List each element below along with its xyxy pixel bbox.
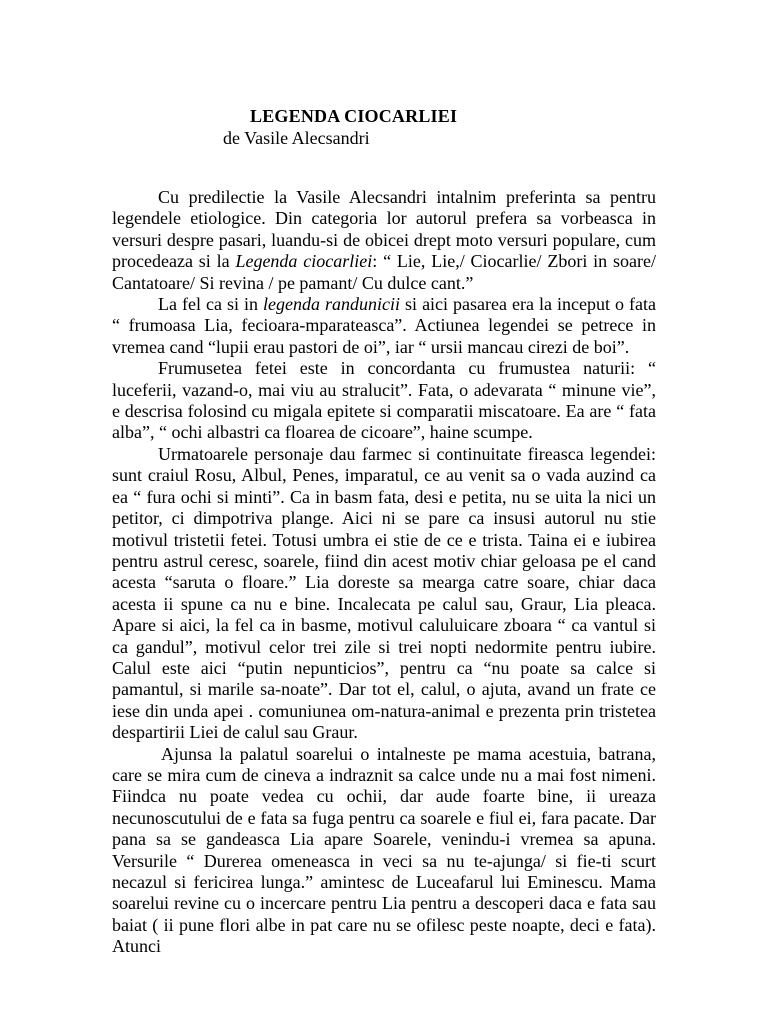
author-line: de Vasile Alecsandri	[223, 128, 370, 148]
paragraph-2-italic-title: legenda randunicii	[263, 294, 401, 315]
paragraph-1-text-a: Cu predilectie la Vasile Alecsandri intalnim preferinta sa pentru legendele etiologice. Din categoria lor autorul prefera sa vorbeasca in versuri despre pasari, luandu-si de obicei drept moto versuri populare, cum procedeaza si la	[112, 187, 656, 272]
paragraph-1-italic-title: Legenda ciocarliei	[235, 251, 373, 272]
paragraph-2-text-a: La fel ca si in	[158, 294, 264, 315]
paragraph-1	[112, 187, 656, 294]
document-title: LEGENDA CIOCARLIEI	[250, 106, 458, 126]
paragraph-1-text-b: : “ Lie, Lie,/ Ciocarlie/ Zbori in soare/ Cantatoare/ Si revina / pe pamant/ Cu dulce cant.”	[112, 251, 656, 293]
paragraph-5: Ajunsa la palatul soarelui o intalneste pe mama acestuia, batrana, care se mira cum de cineva a indraznit sa calce unde nu a mai fost nimeni. Fiindca nu poate vedea cu ochii, dar aude foarte bine, ii ureaza necunoscutului de e fata sa fuga pentru ca soarele e fiul ei, fara pacate. Dar pana sa se gandeasca Lia apare Soarele, venindu-i vremea sa apuna. Versurile “ Durerea omeneasca in veci sa nu te-ajunga/ si fie-ti scurt necazul si fericirea lunga.” amintesc de Luceafarul lui Eminescu. Mama soarelui revine cu o incercare pentru Lia pentru a descoperi daca e fata sau baiat ( ii pune flori albe in pat care nu se ofilesc peste noapte, deci e fata). Atunci	[112, 743, 656, 957]
paragraph-3: Frumusetea fetei este in concordanta cu frumustea naturii: “ luceferii, vazand-o, mai viu au stralucit”. Fata, o adevarata “ minune vie”, e descrisa folosind cu migala epitete si comparatii miscatoare. Ea are “ fata alba”, “ ochi albastri ca floarea de cicoare”, haine scumpe.	[112, 358, 656, 443]
paragraph-4: Urmatoarele personaje dau farmec si continuitate fireasca legendei: sunt craiul Rosu, Albul, Penes, imparatul, ce au venit sa o vada auzind ca ea “ fura ochi si minti”. Ca in basm fata, desi e petita, nu se uita la nici un petitor, ci dimpotriva plange. Aici ni se pare ca insusi autorul nu stie motivul tristetii fetei. Totusi umbra ei stie de ce e trista. Taina ei e iubirea pentru astrul ceresc, soarele, fiind din acest motiv chiar geloasa pe el cand acesta “saruta o floare.” Lia doreste sa mearga catre soare, chiar daca acesta ii spune ca nu e bine. Incalecata pe calul sau, Graur, Lia pleaca. Apare si aici, la fel ca in basme, motivul caluluicare zboara “ ca vantul si ca gandul”, motivul celor trei zile si trei nopti nedormite pentru iubire. Calul este aici “putin nepunticios”, pentru ca “nu poate sa calce si pamantul, si marile sa-noate”. Dar tot el, calul, o ajuta, avand un frate ce iese din unda apei . comuniunea om-natura-animal e prezenta prin tristetea despartirii Liei de calul sau Graur.	[112, 443, 656, 743]
document-body	[112, 187, 656, 958]
paragraph-2-text-b: si aici pasarea era la inceput o fata “ frumoasa Lia, fecioara-mparateasca”. Actiunea legendei se petrece in vremea cand “lupii erau pastori de oi”, iar “ ursii mancau cirezi de boi”.	[112, 294, 656, 357]
paragraph-2	[112, 294, 656, 358]
